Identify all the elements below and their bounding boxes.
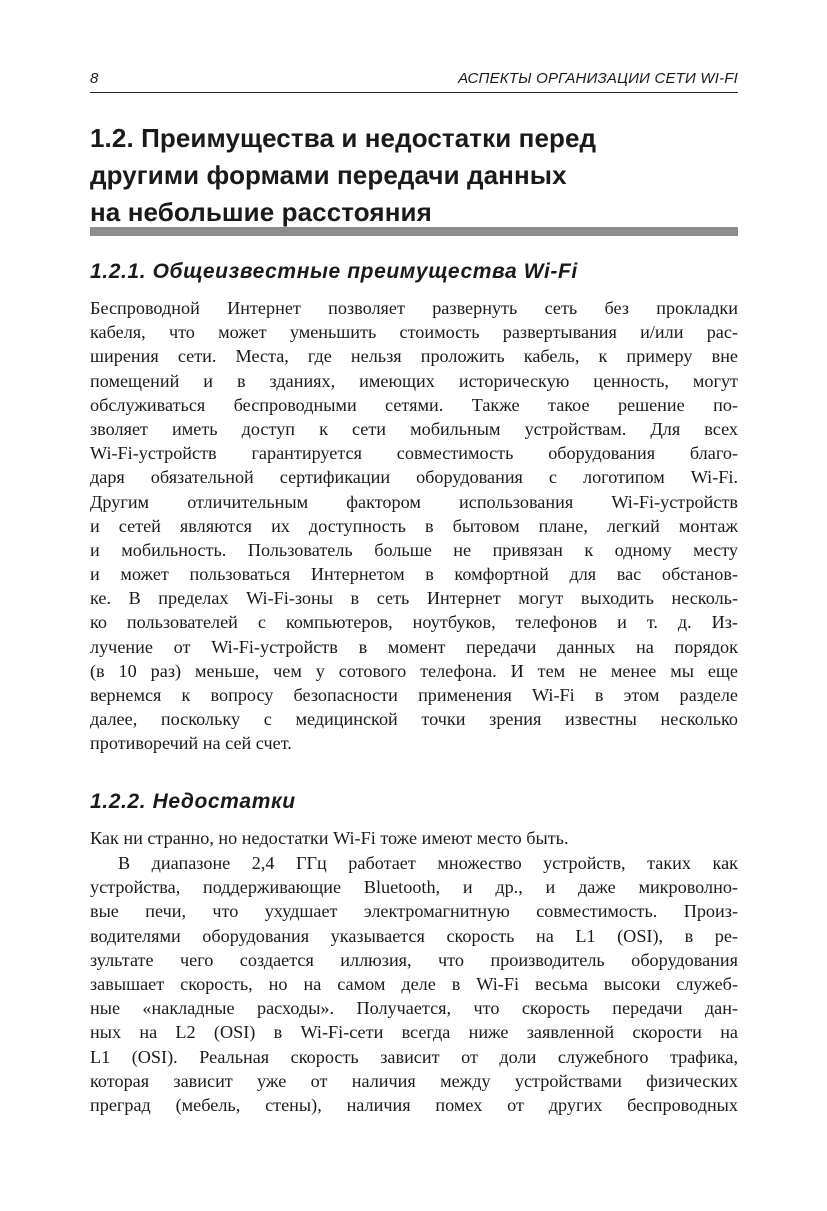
section-title [90, 120, 740, 231]
subsection-1-paragraph [90, 296, 738, 756]
text-line: преград (мебель, стены), наличия помех от других беспроводных [90, 1094, 738, 1115]
text-line: вые печи, что ухудшает электромагнитную совместимость. Произ- [90, 901, 738, 922]
text-line: L1 (OSI). Реальная скорость зависит от доли служебного трафика, [90, 1046, 738, 1067]
text-line: обслуживаться беспроводными сетями. Также такое решение по- [90, 394, 738, 415]
page-number: 8 [90, 70, 99, 87]
text-line: завышает скорость, но на самом деле в Wi-Fi весьма высоки служеб- [90, 973, 738, 994]
text-line: и мобильность. Пользователь больше не привязан к одному месту [90, 539, 738, 560]
running-title: АСПЕКТЫ ОРГАНИЗАЦИИ СЕТИ WI-FI [458, 70, 738, 87]
section-title-line: на небольшие расстояния [90, 197, 432, 227]
section-rule [90, 227, 738, 236]
text-line: устройства, поддерживающие Bluetooth, и др., и даже микроволно- [90, 877, 738, 898]
text-line: Как ни странно, но недостатки Wi-Fi тоже имеют место быть. [90, 828, 569, 848]
subsection-2-intro [90, 826, 738, 850]
text-line: водителями оборудования указывается скорость на L1 (OSI), в ре- [90, 925, 738, 946]
text-line: вернемся к вопросу безопасности применения Wi-Fi в этом разделе [90, 685, 738, 705]
text-line: далее, поскольку с медицинской точки зрения известны несколько [90, 709, 738, 730]
text-line: кабеля, что может уменьшить стоимость развертывания и/или рас- [90, 322, 738, 343]
text-line: помещений и в зданиях, имеющих историческую ценность, могут [90, 370, 738, 391]
subsection-2-paragraph [90, 851, 738, 1117]
text-line: ные «накладные расходы». Получается, что скорость передачи дан- [90, 998, 738, 1019]
text-line: Wi-Fi-устройств гарантируется совместимость оборудования благо- [90, 443, 738, 464]
text-line: зволяет иметь доступ к сети мобильным устройствам. Для всех [90, 418, 738, 439]
running-header [90, 68, 738, 93]
text-line: ных на L2 (OSI) в Wi-Fi-сети всегда ниже заявленной скорости на [90, 1022, 738, 1043]
subsection-2-title: 1.2.2. Недостатки [90, 790, 296, 813]
text-line: Другим отличительным фактором использования Wi-Fi-устройств [90, 491, 738, 512]
text-line: даря обязательной сертификации оборудования с логотипом Wi-Fi. [90, 467, 738, 488]
section-title-line: 1.2. Преимущества и недостатки перед [90, 123, 597, 153]
text-line: зультате чего создается иллюзия, что производитель оборудования [90, 949, 738, 970]
text-line: лучение от Wi-Fi-устройств в момент передачи данных на порядок [90, 636, 738, 657]
text-line: и сетей являются их доступность в бытовом плане, легкий монтаж [90, 515, 738, 536]
text-line: которая зависит уже от наличия между устройствами физических [90, 1070, 738, 1091]
text-line: ширения сети. Места, где нельзя проложить кабель, к примеру вне [90, 346, 738, 367]
text-line: ке. В пределах Wi-Fi-зоны в сеть Интернет могут выходить несколь- [90, 588, 738, 609]
text-line: Беспроводной Интернет позволяет развернуть сеть без прокладки [90, 298, 738, 318]
text-line: ко пользователей с компьютеров, ноутбуков, телефонов и т. д. Из- [90, 612, 738, 633]
text-line: (в 10 раз) меньше, чем у сотового телефона. И тем не менее мы еще [90, 660, 738, 681]
text-line: и может пользоваться Интернетом в комфортной для вас обстанов- [90, 564, 738, 585]
section-title-line: другими формами передачи данных [90, 160, 567, 190]
subsection-1-title: 1.2.1. Общеизвестные преимущества Wi-Fi [90, 260, 578, 283]
text-line: В диапазоне 2,4 ГГц работает множество устройств, таких как [118, 853, 738, 873]
text-line: противоречий на сей счет. [90, 733, 292, 754]
